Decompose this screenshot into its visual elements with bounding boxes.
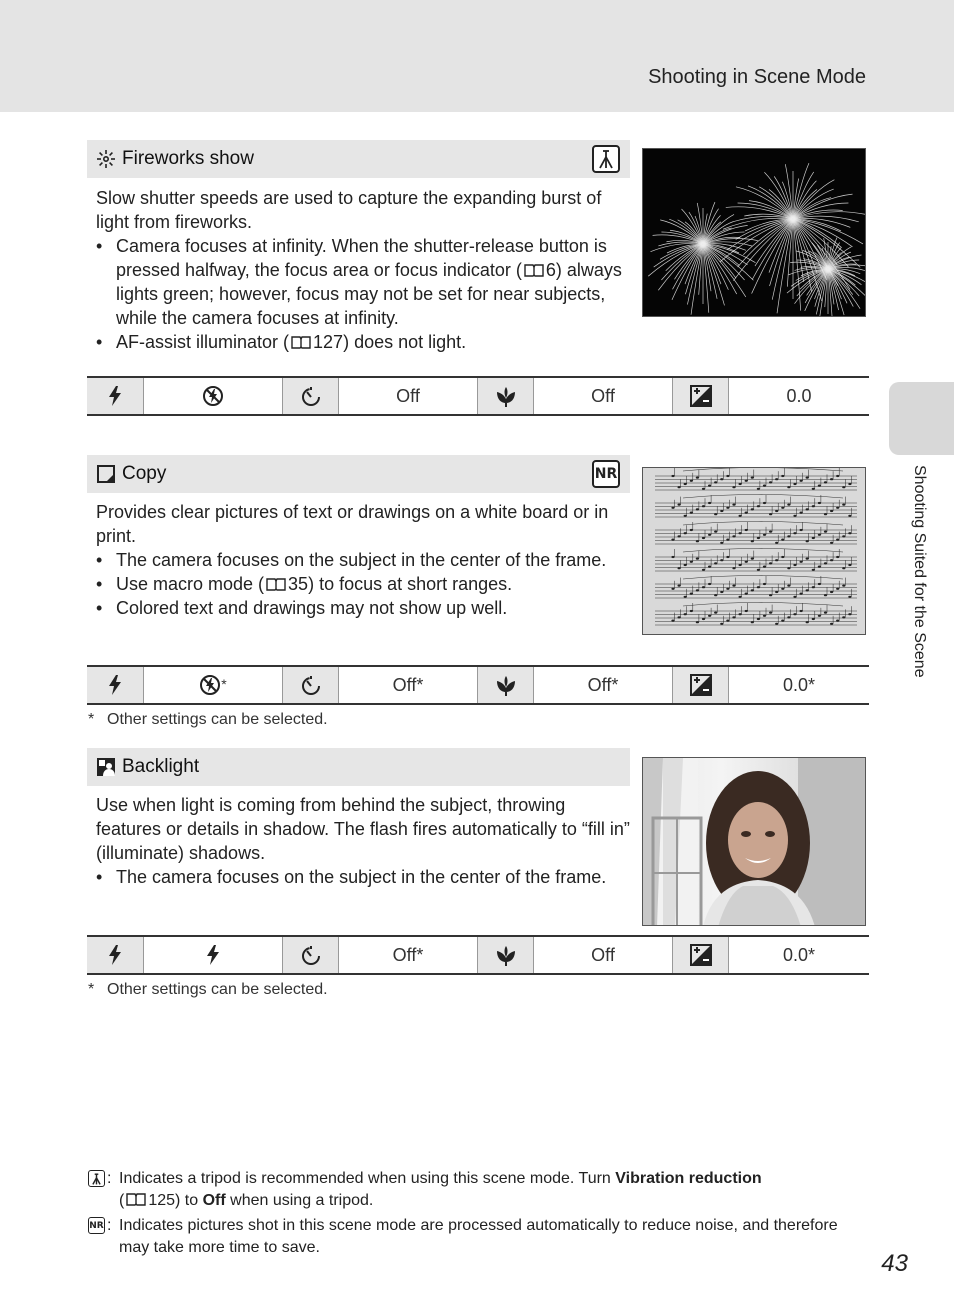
scene-intro: Use when light is coming from behind the subject, throwing features or details in shadow. The flash fires automatically to “fill in” (illuminate) shadows.	[96, 795, 630, 863]
page-reference-icon	[126, 1191, 146, 1205]
bullet-text: The camera focuses on the subject in the center of the frame.	[116, 867, 607, 887]
legend-noise-reduction: NR : Indicates pictures shot in this scene mode are processed automatically to reduce noise, and therefore may take more time to save.	[89, 1217, 838, 1256]
footnote-copy	[88, 711, 328, 729]
scene-title: Backlight	[122, 756, 200, 777]
sheet-music-photo	[642, 467, 866, 635]
bullet-item	[96, 596, 631, 620]
settings-row-copy	[87, 665, 869, 705]
legend-text: ) to	[175, 1192, 203, 1209]
exposure-compensation-icon	[672, 937, 728, 973]
scene-description-copy	[96, 500, 631, 620]
flash-off-icon	[199, 674, 221, 696]
exposure-compensation-icon	[672, 378, 728, 414]
macro-icon	[477, 937, 533, 973]
bullet-item	[96, 234, 631, 330]
scene-title-bar-fireworks	[87, 140, 630, 178]
footnote-text: Other settings can be selected.	[107, 981, 328, 998]
flash-value	[143, 937, 282, 973]
legend-tripod: : Indicates a tripod is recommended when using this scene mode. Turn Vibration reduction ( 125) to Off when using a tripod.	[88, 1168, 868, 1212]
tripod-icon	[592, 145, 620, 173]
legend-text: Indicates pictures shot in this scene mode are processed automatically to reduce noise, and therefore may take more time to save.	[119, 1217, 838, 1256]
scene-intro: Slow shutter speeds are used to capture the expanding burst of light from fireworks.	[96, 188, 602, 232]
bullet-text: Colored text and drawings may not show up well.	[116, 598, 508, 618]
page-number: 43	[881, 1250, 908, 1277]
bullet-text: The camera focuses on the subject in the center of the frame.	[116, 550, 607, 570]
noise-reduction-icon: NR	[592, 460, 620, 488]
bullet-item	[96, 548, 631, 572]
bullet-text: AF-assist illuminator (	[116, 332, 290, 352]
legend-text: when using a tripod.	[225, 1192, 374, 1209]
page-ref: 125	[148, 1192, 176, 1209]
flash-mode-icon	[87, 937, 143, 973]
scene-title: Copy	[122, 463, 167, 484]
page-ref: 35	[288, 574, 309, 594]
self-timer-icon	[282, 937, 338, 973]
flash-value	[143, 667, 282, 703]
legend-bold: Off	[202, 1192, 226, 1209]
tripod-icon	[88, 1170, 105, 1187]
scene-title-bar-copy	[87, 455, 630, 493]
exposure-compensation-icon	[672, 667, 728, 703]
footnote-star: *	[88, 981, 95, 998]
settings-row-backlight	[87, 935, 869, 975]
self-timer-value: Off*	[338, 667, 477, 703]
scene-description-fireworks	[96, 186, 631, 354]
bullet-text: Use macro mode (	[116, 574, 265, 594]
flash-note: *	[221, 676, 227, 692]
bullet-item	[96, 865, 631, 889]
bullet-text: ) does not light.	[343, 332, 467, 352]
page-reference-icon	[291, 331, 311, 345]
icon-legend	[88, 1168, 868, 1262]
bullet-text: ) always lights green; however, focus may not be set for near subjects, while the camera focuses at infinity.	[116, 260, 622, 328]
flash-mode-icon	[87, 378, 143, 414]
flash-on-icon	[204, 944, 222, 966]
bullet-text: Camera focuses at infinity. When the shutter-release button is pressed halfway, the focus area or focus indicator (	[116, 236, 607, 280]
bullet-text: ) to focus at short ranges.	[308, 574, 513, 594]
page-reference-icon	[524, 259, 544, 273]
flash-off-icon	[202, 385, 224, 407]
scene-intro: Provides clear pictures of text or drawings on a white board or in print.	[96, 502, 609, 546]
noise-reduction-icon: NR	[88, 1217, 105, 1234]
section-side-label: Shooting Suited for the Scene	[911, 465, 928, 678]
settings-row-fireworks	[87, 376, 869, 416]
flash-mode-icon	[87, 667, 143, 703]
footnote-text: Other settings can be selected.	[107, 711, 328, 728]
header-band	[0, 0, 954, 112]
bullet-item	[96, 330, 631, 354]
copy-icon	[96, 464, 116, 484]
page-header-title: Shooting in Scene Mode	[648, 66, 866, 88]
macro-value: Off	[533, 937, 672, 973]
exposure-value: 0.0*	[728, 667, 869, 703]
footnote-backlight	[88, 981, 328, 999]
self-timer-value: Off*	[338, 937, 477, 973]
scene-title: Fireworks show	[122, 148, 254, 169]
page-reference-icon	[266, 573, 286, 587]
scene-description-backlight	[96, 793, 631, 889]
legend-text: Indicates a tripod is recommended when using this scene mode. Turn	[119, 1170, 616, 1187]
self-timer-icon	[282, 378, 338, 414]
fireworks-photo	[642, 148, 866, 317]
fireworks-icon	[96, 149, 116, 169]
macro-icon	[477, 667, 533, 703]
section-side-tab	[889, 382, 954, 455]
macro-value: Off*	[533, 667, 672, 703]
macro-icon	[477, 378, 533, 414]
self-timer-icon	[282, 667, 338, 703]
page-ref: 127	[313, 332, 344, 352]
legend-text: (	[119, 1192, 125, 1209]
macro-value: Off	[533, 378, 672, 414]
footnote-star: *	[88, 711, 95, 728]
bullet-item	[96, 572, 631, 596]
backlight-portrait-photo	[642, 757, 866, 926]
page-ref: 6	[545, 260, 556, 280]
backlight-icon	[96, 757, 116, 777]
legend-bold: Vibration reduction	[615, 1170, 762, 1187]
scene-title-bar-backlight	[87, 748, 630, 786]
self-timer-value: Off	[338, 378, 477, 414]
exposure-value: 0.0	[728, 378, 869, 414]
exposure-value: 0.0*	[728, 937, 869, 973]
flash-value	[143, 378, 282, 414]
